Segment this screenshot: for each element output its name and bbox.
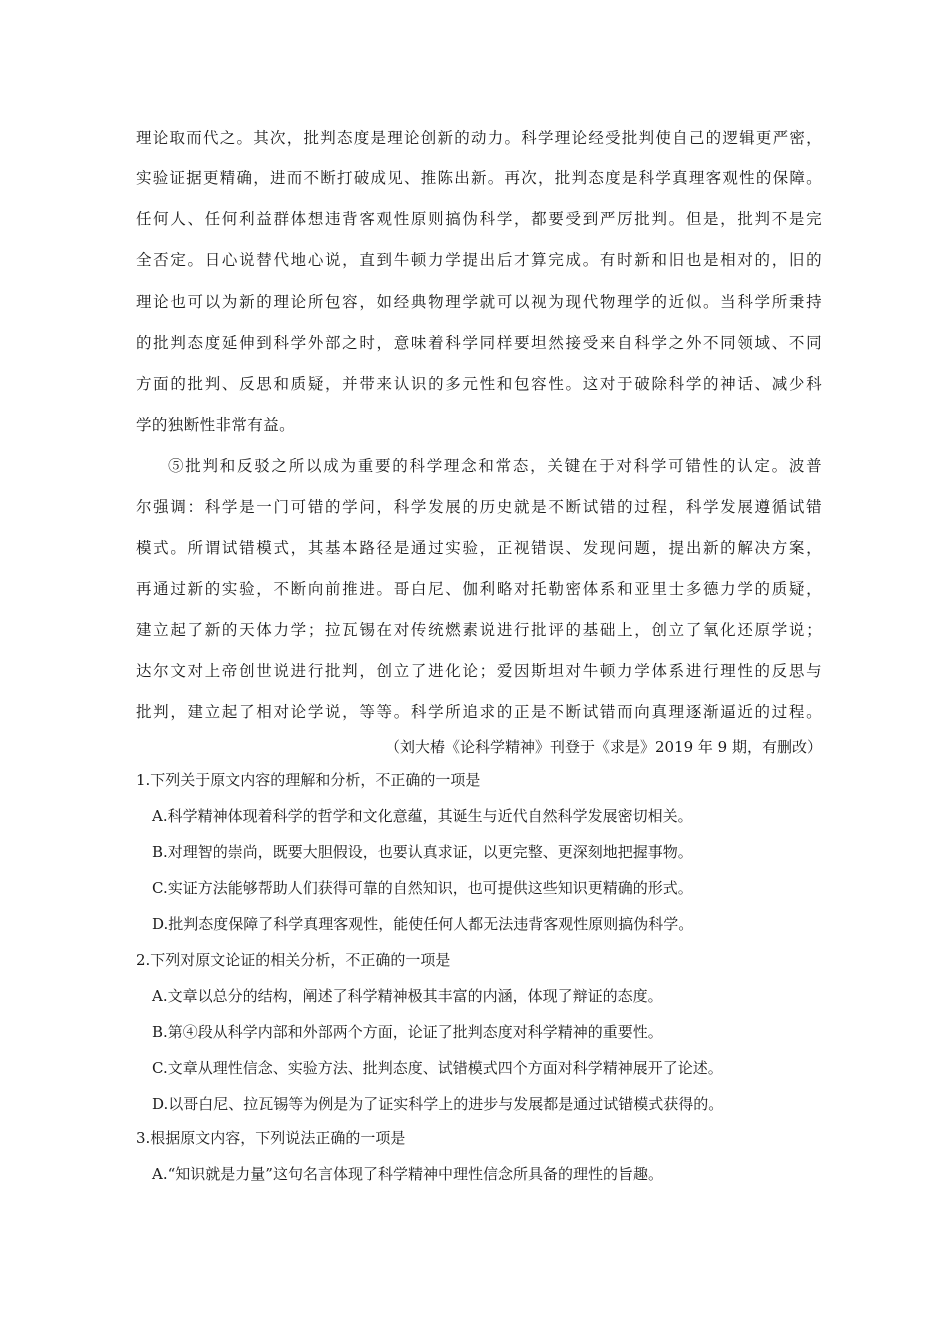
paragraph-line: 的批判态度延伸到科学外部之时，意味着科学同样要坦然接受来自科学之外不同领域、不同 bbox=[136, 334, 822, 352]
option-d: D.批判态度保障了科学真理客观性，能使任何人都无法违背客观性原则搞伪科学。 bbox=[152, 915, 694, 933]
question-stem: 3.根据原文内容，下列说法正确的一项是 bbox=[136, 1129, 406, 1147]
paragraph-line: 任何人、任何利益群体想违背客观性原则搞伪科学，都要受到严厉批判。但是，批判不是完 bbox=[136, 210, 822, 228]
option-b: B.对理智的崇尚，既要大胆假设，也要认真求证，以更完整、更深刻地把握事物。 bbox=[152, 843, 693, 861]
paragraph-line: 方面的批判、反思和质疑，并带来认识的多元性和包容性。这对于破除科学的神话、减少科 bbox=[136, 375, 822, 393]
question-stem: 1.下列关于原文内容的理解和分析，不正确的一项是 bbox=[136, 771, 481, 789]
paragraph-line: 再通过新的实验，不断向前推进。哥白尼、伽利略对托勒密体系和亚里士多德力学的质疑， bbox=[136, 580, 822, 598]
option-c: C.文章从理性信念、实验方法、批判态度、试错模式四个方面对科学精神展开了论述。 bbox=[152, 1059, 723, 1077]
paragraph-line: 理论也可以为新的理论所包容，如经典物理学就可以视为现代物理学的近似。当科学所秉持 bbox=[136, 293, 822, 311]
paragraph-line: 尔强调：科学是一门可错的学问，科学发展的历史就是不断试错的过程，科学发展遵循试错 bbox=[136, 498, 822, 516]
option-a: A.“知识就是力量”这句名言体现了科学精神中理性信念所具备的理性的旨趣。 bbox=[152, 1165, 663, 1183]
paragraph-line: 实验证据更精确，进而不断打破成见、推陈出新。再次，批判态度是科学真理客观性的保障。 bbox=[136, 169, 822, 187]
source-citation: （刘大椿《论科学精神》刊登于《求是》2019 年 9 期，有删改） bbox=[384, 738, 822, 756]
option-b: B.第④段从科学内部和外部两个方面，论证了批判态度对科学精神的重要性。 bbox=[152, 1023, 663, 1041]
option-a: A.科学精神体现着科学的哲学和文化意蕴，其诞生与近代自然科学发展密切相关。 bbox=[152, 807, 693, 825]
paragraph-line: 理论取而代之。其次，批判态度是理论创新的动力。科学理论经受批判使自己的逻辑更严密， bbox=[136, 129, 822, 147]
option-d: D.以哥白尼、拉瓦锡等为例是为了证实科学上的进步与发展都是通过试错模式获得的。 bbox=[152, 1095, 724, 1113]
paragraph-line: 学的独断性非常有益。 bbox=[136, 416, 296, 434]
paragraph-line: 批判，建立起了相对论学说，等等。科学所追求的正是不断试错而向真理逐渐逼近的过程。 bbox=[136, 703, 822, 721]
option-c: C.实证方法能够帮助人们获得可靠的自然知识，也可提供这些知识更精确的形式。 bbox=[152, 879, 693, 897]
paragraph-line: ⑤批判和反驳之所以成为重要的科学理念和常态，关键在于对科学可错性的认定。波普 bbox=[168, 457, 822, 475]
paragraph-line: 建立起了新的天体力学；拉瓦锡在对传统燃素说进行批评的基础上，创立了氧化还原学说； bbox=[136, 621, 822, 639]
paragraph-line: 全否定。日心说替代地心说，直到牛顿力学提出后才算完成。有时新和旧也是相对的，旧的 bbox=[136, 251, 822, 269]
option-a: A.文章以总分的结构，阐述了科学精神极其丰富的内涵，体现了辩证的态度。 bbox=[152, 987, 663, 1005]
question-stem: 2.下列对原文论证的相关分析，不正确的一项是 bbox=[136, 951, 451, 969]
paragraph-line: 达尔文对上帝创世说进行批判，创立了进化论；爱因斯坦对牛顿力学体系进行理性的反思与 bbox=[136, 662, 822, 680]
paragraph-line: 模式。所谓试错模式，其基本路径是通过实验，正视错误、发现问题，提出新的解决方案， bbox=[136, 539, 822, 557]
